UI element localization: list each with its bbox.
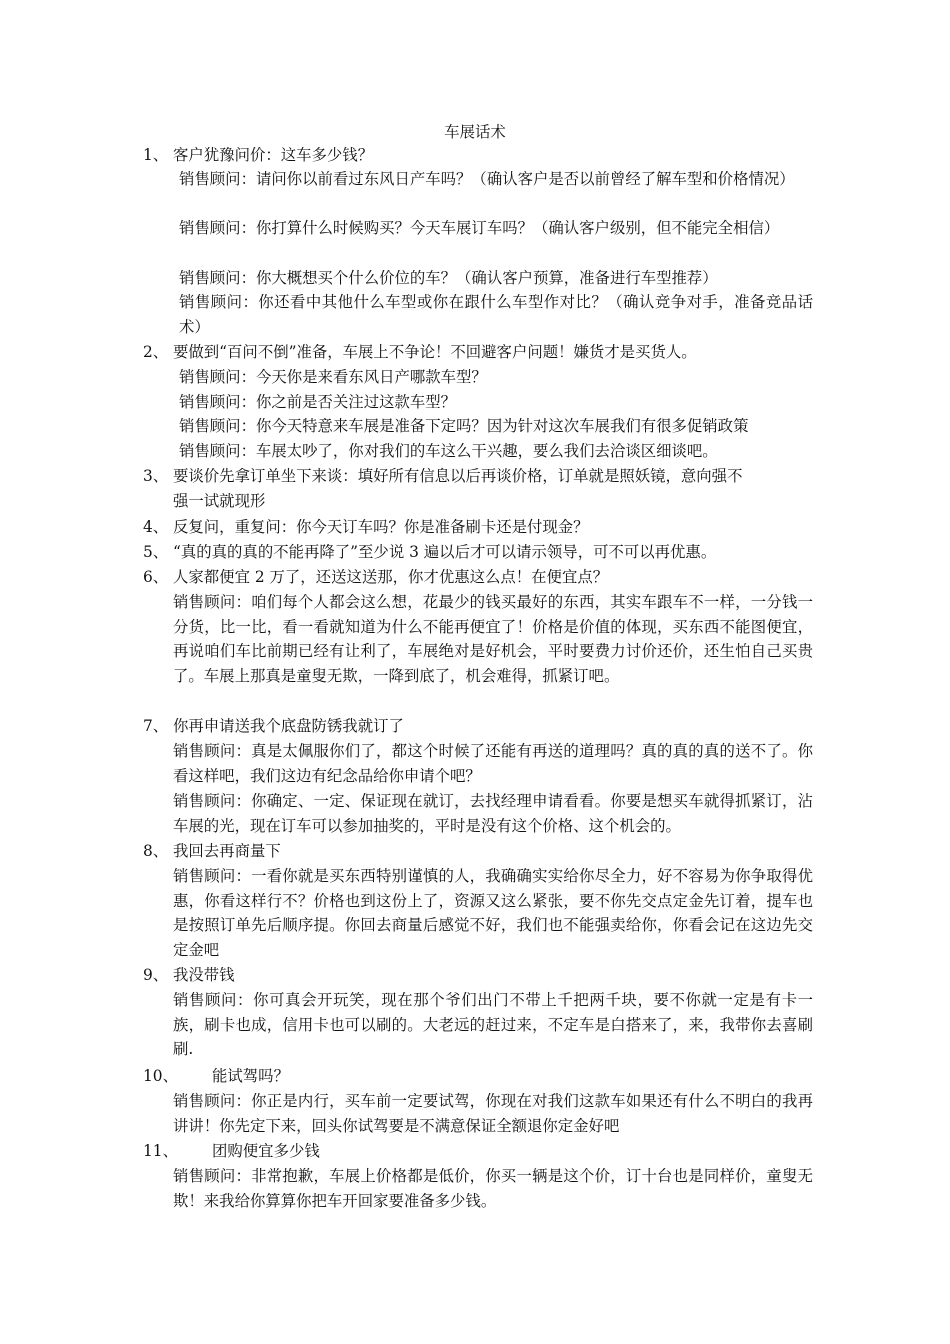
- item-question: 我没带钱: [173, 966, 235, 984]
- answer-paragraph: 销售顾问：一看你就是买东西特别谨慎的人，我确确实实给你尽全力，好不容易为你争取得优惠，你看这样行不？价格也到这份上了，资源又这么紧张，要不你先交点定金先订着，提车也是按照订单先后顺序提。你回去商量后感觉不好，我们也不能强卖给你，你看会记在这边先交定金吧: [173, 867, 813, 959]
- answer-paragraph: 销售顾问：真是太佩服你们了，都这个时候了还能有再送的道理吗？真的真的真的送不了。你看这样吧，我们这边有纪念品给你申请个吧？: [173, 742, 813, 785]
- item-number: 1、: [143, 146, 169, 164]
- item-question: 人家都便宜 2 万了，还送这送那，你才优惠这么点！在便宜点？: [173, 568, 609, 586]
- document-title: 车展话术: [444, 123, 506, 141]
- item-question: 反复问，重复问：你今天订车吗？你是准备刷卡还是付现金？: [173, 518, 589, 536]
- answer-paragraph: 销售顾问：你可真会开玩笑，现在那个爷们出门不带上千把两千块，要不你就一定是有卡一族，刷卡也成，信用卡也可以刷的。大老远的赶过来，不定车是白搭来了，来，我带你去喜刷刷.: [173, 991, 813, 1059]
- item-number: 8、: [143, 842, 169, 860]
- answer-paragraph: 销售顾问：你之前是否关注过这款车型？: [179, 393, 457, 411]
- answer-paragraph: 销售顾问：你确定、一定、保证现在就订，去找经理申请看看。你要是想买车就得抓紧订，沾车展的光，现在订车可以参加抽奖的，平时是没有这个价格、这个机会的。: [173, 792, 813, 835]
- item-number: 5、: [143, 543, 169, 561]
- item-question: 客户犹豫问价：这车多少钱？: [173, 146, 374, 164]
- item-number: 3、: [143, 467, 169, 485]
- item-question: 要谈价先拿订单坐下来谈：填好所有信息以后再谈价格，订单就是照妖镜，意向强不: [173, 467, 743, 485]
- item-number: 10、: [143, 1067, 178, 1085]
- item-question: “真的真的真的不能再降了”至少说 3 遍以后才可以请示领导，可不可以再优惠。: [173, 543, 717, 561]
- answer-paragraph: 销售顾问：你大概想买个什么价位的车？（确认客户预算，准备进行车型推荐）: [179, 269, 718, 287]
- answer-paragraph: 销售顾问：你打算什么时候购买？今天车展订车吗？（确认客户级别，但不能完全相信）: [179, 219, 780, 237]
- item-number: 9、: [143, 966, 169, 984]
- answer-paragraph: 销售顾问：你今天特意来车展是准备下定吗？因为针对这次车展我们有很多促销政策: [179, 417, 749, 435]
- answer-paragraph: 销售顾问：车展太吵了，你对我们的车这么干兴趣，要么我们去洽谈区细谈吧。: [179, 442, 718, 460]
- item-question-continuation: 强一试就现形: [173, 492, 266, 510]
- item-number: 6、: [143, 568, 169, 586]
- item-number: 2、: [143, 343, 169, 361]
- item-question: 你再申请送我个底盘防锈我就订了: [173, 717, 404, 735]
- answer-paragraph: 销售顾问：今天你是来看东风日产哪款车型？: [179, 368, 487, 386]
- item-question: 我回去再商量下: [173, 842, 281, 860]
- item-number: 11、: [143, 1142, 178, 1160]
- answer-paragraph: 销售顾问：你还看中其他什么车型或你在跟什么车型作对比？（确认竞争对手，准备竞品话术）: [179, 293, 813, 336]
- answer-paragraph: 销售顾问：非常抱歉，车展上价格都是低价，你买一辆是这个价，订十台也是同样价，童叟无欺！来我给你算算你把车开回家要准备多少钱。: [173, 1167, 813, 1210]
- answer-paragraph: 销售顾问：请问你以前看过东风日产车吗？（确认客户是否以前曾经了解车型和价格情况）: [179, 170, 795, 188]
- item-number: 4、: [143, 518, 169, 536]
- item-question: 团购便宜多少钱: [212, 1142, 320, 1160]
- item-question: 要做到“百问不倒”准备，车展上不争论！不回避客户问题！嫌货才是买货人。: [173, 343, 697, 361]
- item-number: 7、: [143, 717, 169, 735]
- answer-paragraph: 销售顾问：咱们每个人都会这么想，花最少的钱买最好的东西，其实车跟车不一样，一分钱一分货，比一比，看一看就知道为什么不能再便宜了！价格是价值的体现，买东西不能图便宜，再说咱们车比前期已经有让利了，车展绝对是好机会，平时要费力讨价还价，还生怕自己买贵了。车展上那真是童叟无欺，一降到底了，机会难得，抓紧订吧。: [173, 593, 813, 685]
- item-question: 能试驾吗？: [212, 1067, 289, 1085]
- answer-paragraph: 销售顾问：你正是内行，买车前一定要试驾，你现在对我们这款车如果还有什么不明白的我再讲讲！你先定下来，回头你试驾要是不满意保证全额退你定金好吧: [173, 1092, 813, 1135]
